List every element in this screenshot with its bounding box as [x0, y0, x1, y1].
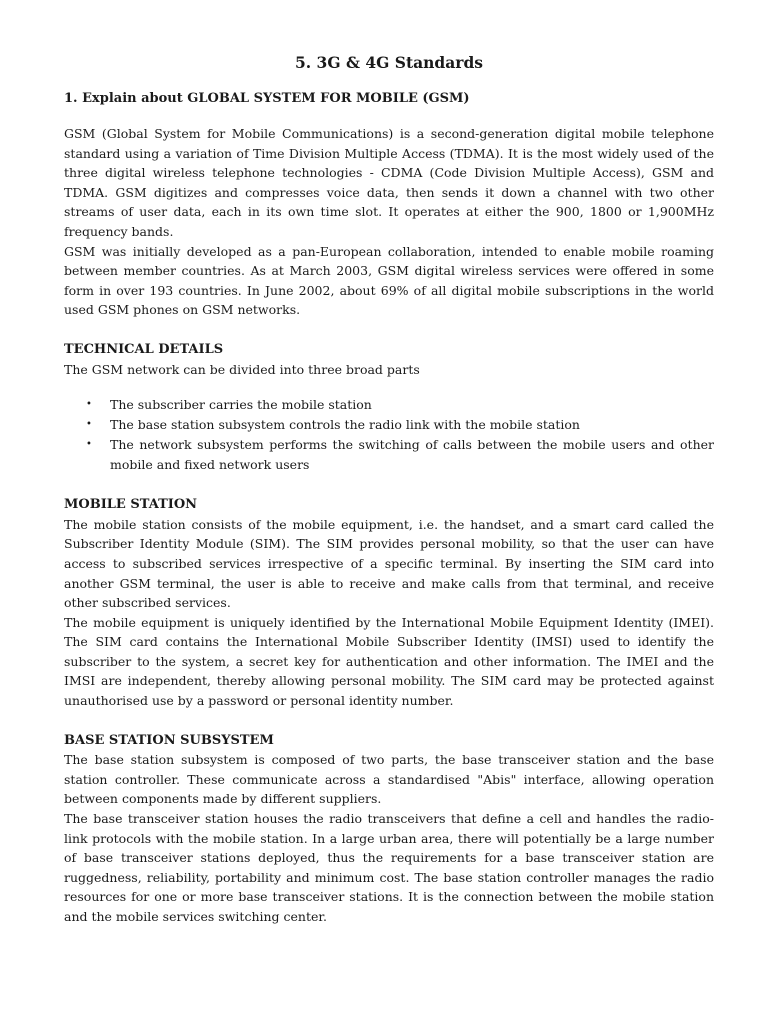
technical-details-heading: TECHNICAL DETAILS: [64, 341, 224, 357]
intro-paragraph-1: GSM (Global System for Mobile Communications) is a second-generation digital mobile telephone standard using a variation of Time Division Multiple Access (TDMA). It is the most widely used of the three digital wireless telephone technologies - CDMA (Code Division Multiple Access), GSM and TDMA. GSM digitizes and compresses voice data, then sends it down a channel with two other streams of user data, each in its own time slot. It operates at either the 900, 1800 or 1,900MHz frequency bands.: [64, 126, 714, 239]
base-station-heading: BASE STATION SUBSYSTEM: [64, 732, 274, 748]
mobile-station-paragraph-2: The mobile equipment is uniquely identified by the International Mobile Equipment Identity (IMEI). The SIM card contains the International Mobile Subscriber Identity (IMSI) used to identify the subscriber to the system, a secret key for authentication and other information. The IMEI and the IMSI are independent, thereby allowing personal mobility. The SIM card may be protected against unauthorised use by a password or personal identity number.: [64, 614, 714, 709]
technical-details-lead: The GSM network can be divided into three broad parts: [64, 361, 420, 377]
list-item: [86, 415, 714, 435]
list-item: [86, 435, 714, 475]
mobile-station-heading: MOBILE STATION: [64, 497, 198, 513]
bullet-icon: •: [86, 399, 92, 411]
list-item: [86, 395, 714, 415]
intro-paragraph-2: GSM was initially developed as a pan-European collaboration, intended to enable mobile roaming between member countries. As at March 2003, GSM digital wireless services were offered in some form in over 193 countries. In June 2002, about 69% of all digital mobile subscriptions in the world used GSM phones on GSM networks.: [64, 243, 714, 318]
list-item-text: The network subsystem performs the switching of calls between the mobile users and other mobile and fixed network users: [110, 437, 714, 473]
document-page: [64, 52, 714, 927]
list-item-text: The subscriber carries the mobile station: [110, 397, 372, 413]
technical-details-list: [64, 395, 714, 475]
bullet-icon: •: [86, 419, 92, 431]
page-title: 5. 3G & 4G Standards: [294, 53, 484, 72]
mobile-station-paragraph-1: The mobile station consists of the mobile equipment, i.e. the handset, and a smart card called the Subscriber Identity Module (SIM). The SIM provides personal mobility, so that the user can have access to subscribed services irrespective of a specific terminal. By inserting the SIM card into another GSM terminal, the user is able to receive and make calls from that terminal, and receive other subscribed services.: [64, 516, 714, 611]
bullet-icon: •: [86, 439, 92, 451]
base-station-paragraph-1: The base station subsystem is composed of two parts, the base transceiver station and the base station controller. These communicate across a standardised "Abis" interface, allowing operation between components made by different suppliers.: [64, 752, 714, 807]
list-item-text: The base station subsystem controls the radio link with the mobile station: [110, 417, 580, 433]
question-heading: 1. Explain about GLOBAL SYSTEM FOR MOBILE (GSM): [64, 91, 470, 106]
base-station-paragraph-2: The base transceiver station houses the radio transceivers that define a cell and handles the radio-link protocols with the mobile station. In a large urban area, there will potentially be a large number of base transceiver stations deployed, thus the requirements for a base transceiver station are ruggedness, reliability, portability and minimum cost. The base station controller manages the radio resources for one or more base transceiver stations. It is the connection between the mobile station and the mobile services switching center.: [64, 811, 714, 924]
